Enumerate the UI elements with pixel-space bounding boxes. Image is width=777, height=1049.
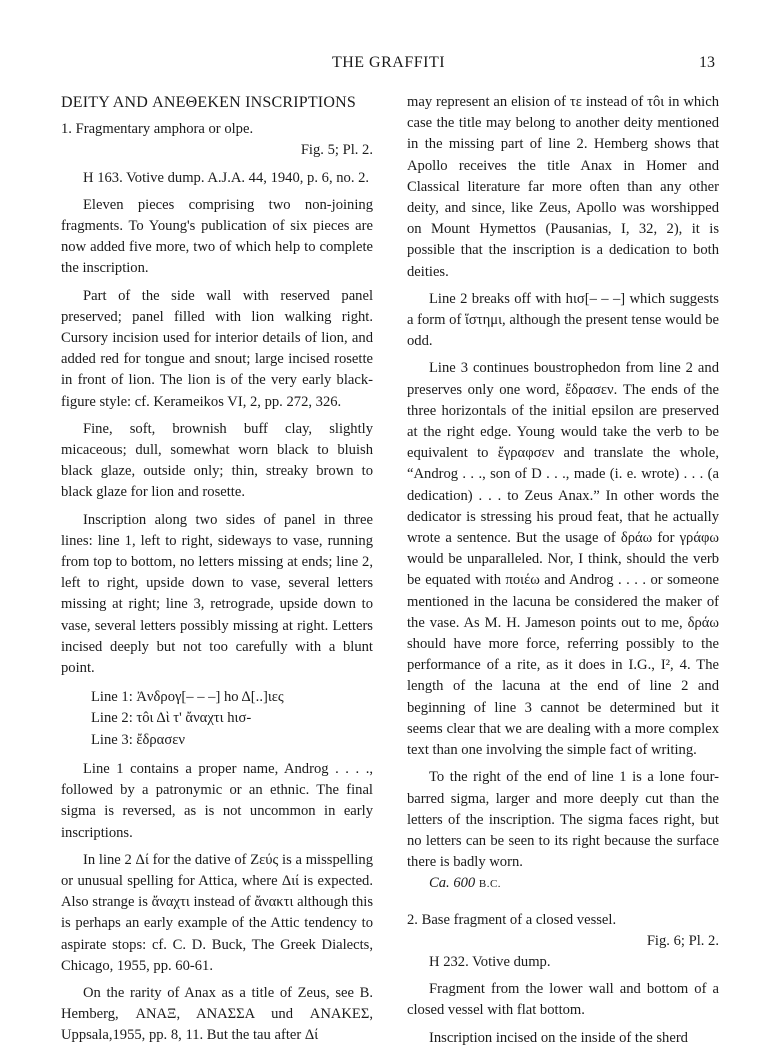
line-3-commentary: Line 3 continues boustrophedon from line 2 and preserves only one word, ἔδρασεν. The ends of the three horizontals of the initial epsilon are preserved at the right edge. Young would take the verb to be equivalent to ἔγραφσεν and translate the whole, “Androg . . ., son of D . . ., made (i. e. wrote) . . . (a dedication) . . . to Zeus Anax.” In other words the dedicator is stressing his proud feat, that he actually wrote a sentence. But the usage of δράω for γράφω would be unparalleled. Nor, I think, should the verb be equated with ποιέω and Androg . . . . or someone mentioned in the lacuna be considered the maker of the vase. As M. H. Jameson points out to me, δράω should have more force, referring possibly to the performance of a rite, as it does in I.G., I², 4. The length of the lacuna at the end of line 2 and beginning of line 3 cannot be determined but it seems clear that we are dealing with a more complex text than one involving the simple fact of writing. — [407, 360, 719, 759]
anax-commentary: On the rarity of Anax as a title of Zeus, see B. Hemberg, ΑΝΑΞ, ΑΝΑΣΣΑ und ΑΝΑΚΕΣ, Uppsala,1955, pp. 8, 11. But the tau after Δί — [61, 984, 373, 1044]
line-2-commentary: In line 2 Δί for the dative of Ζεύς is a misspelling or unusual spelling for Attica, where Διί is expected. Also strange is ἄναχτι instead of ἄνακτι although this is perhaps an early example of the Attic tendency to aspirate stops: cf. C. D. Buck, The Greek Dialects, Chicago, 1955, pp. 60-61. — [61, 851, 373, 974]
item-2-provenance: H 232. Votive dump. — [429, 953, 551, 970]
item-1-description-paragraph: Part of the side wall with reserved panel preserved; panel filled with lion walking right. Cursory incision used for interior details of lion, and added red for tongue and snout; large incised rosette in front of lion. The lion is of the very early black-figure style: cf. Kerameikos VI, 2, pp. 272, 326. — [61, 287, 373, 410]
sigma-commentary: To the right of the end of line 1 is a lone four-barred sigma, larger and more deeply cut than the letters of the inscription. The sigma faces right, but no letters can be seen to its right because the surface there is badly worn. — [407, 769, 719, 871]
running-header — [0, 54, 777, 76]
right-column — [407, 92, 719, 1049]
running-title: THE GRAFFITI — [331, 54, 446, 71]
item-1-provenance: H 163. Votive dump. A.J.A. 44, 1940, p. 6, no. 2. — [83, 169, 370, 186]
line-1-commentary: Line 1 contains a proper name, Androg . . . ., followed by a patronymic or an ethnic. The final sigma is reversed, as is not uncommon in early inscriptions. — [61, 760, 373, 841]
inscription-text-lines — [91, 687, 373, 751]
item-2-fragment-paragraph: Fragment from the lower wall and bottom of a closed vessel with flat bottom. — [407, 981, 719, 1019]
inscription-line-2: Line 2: τôι Δὶ τ' ἄναχτι hισ- — [91, 710, 252, 727]
inscription-line-1: Line 1: Ἀνδρογ[– – –] hο Δ[..]ιες — [91, 689, 284, 706]
item-2-inscription-paragraph: Inscription incised on the inside of the sherd — [429, 1029, 688, 1046]
date-value: Ca. 600 — [429, 875, 476, 892]
line-2-break-commentary: Line 2 breaks off with hισ[– – –] which suggests a form of ἵστημι, although the present tense would be odd. — [407, 290, 719, 350]
commentary-continuation: may represent an elision of τε instead of τôι in which case the title may belong to another deity mentioned in the missing part of line 2. Hemberg shows that Apollo receives the title Anax in Homer and Classical literature far more often than any other deity, and since, like Zeus, Apollo was worshipped on Mount Hymettos (Pausanias, I, 32, 2), it is possible that the inscription is a dedication to both deities. — [407, 94, 719, 280]
date-era: B.C. — [478, 878, 502, 891]
item-1-inscription-paragraph: Inscription along two sides of panel in three lines: line 1, left to right, sideways to vase, running from top to bottom, no letters missing at ends; line 2, left to right, upside down to vase, several letters missing at right; line 3, retrograde, upside down to vase, several letters possibly missing at right. Letters incised deeply but not too carefully with a blunt point. — [61, 511, 373, 677]
item-1-fabric-paragraph: Fine, soft, brownish buff clay, slightly micaceous; dull, somewhat worn black to bluish black glaze, outside only; thin, streaky brown to black glaze for lion and rosette. — [61, 420, 373, 501]
item-1-figure-reference: Fig. 5; Pl. 2. — [300, 142, 373, 159]
item-2-title: 2. Base fragment of a closed vessel. — [407, 911, 617, 928]
left-column — [61, 92, 373, 1047]
section-heading: DEITY AND ΑΝΕΘΕΚΕΝ INSCRIPTIONS — [61, 94, 356, 111]
page-number: 13 — [699, 54, 715, 71]
item-2-figure-reference: Fig. 6; Pl. 2. — [646, 932, 719, 949]
item-1-pieces-paragraph: Eleven pieces comprising two non-joining fragments. To Young's publication of six pieces are now added five more, two of which help to complete the inscription. — [61, 196, 373, 277]
item-1-title: 1. Fragmentary amphora or olpe. — [61, 121, 254, 138]
date-line — [407, 873, 719, 895]
inscription-line-3: Line 3: ἔδρασεν — [91, 731, 185, 748]
